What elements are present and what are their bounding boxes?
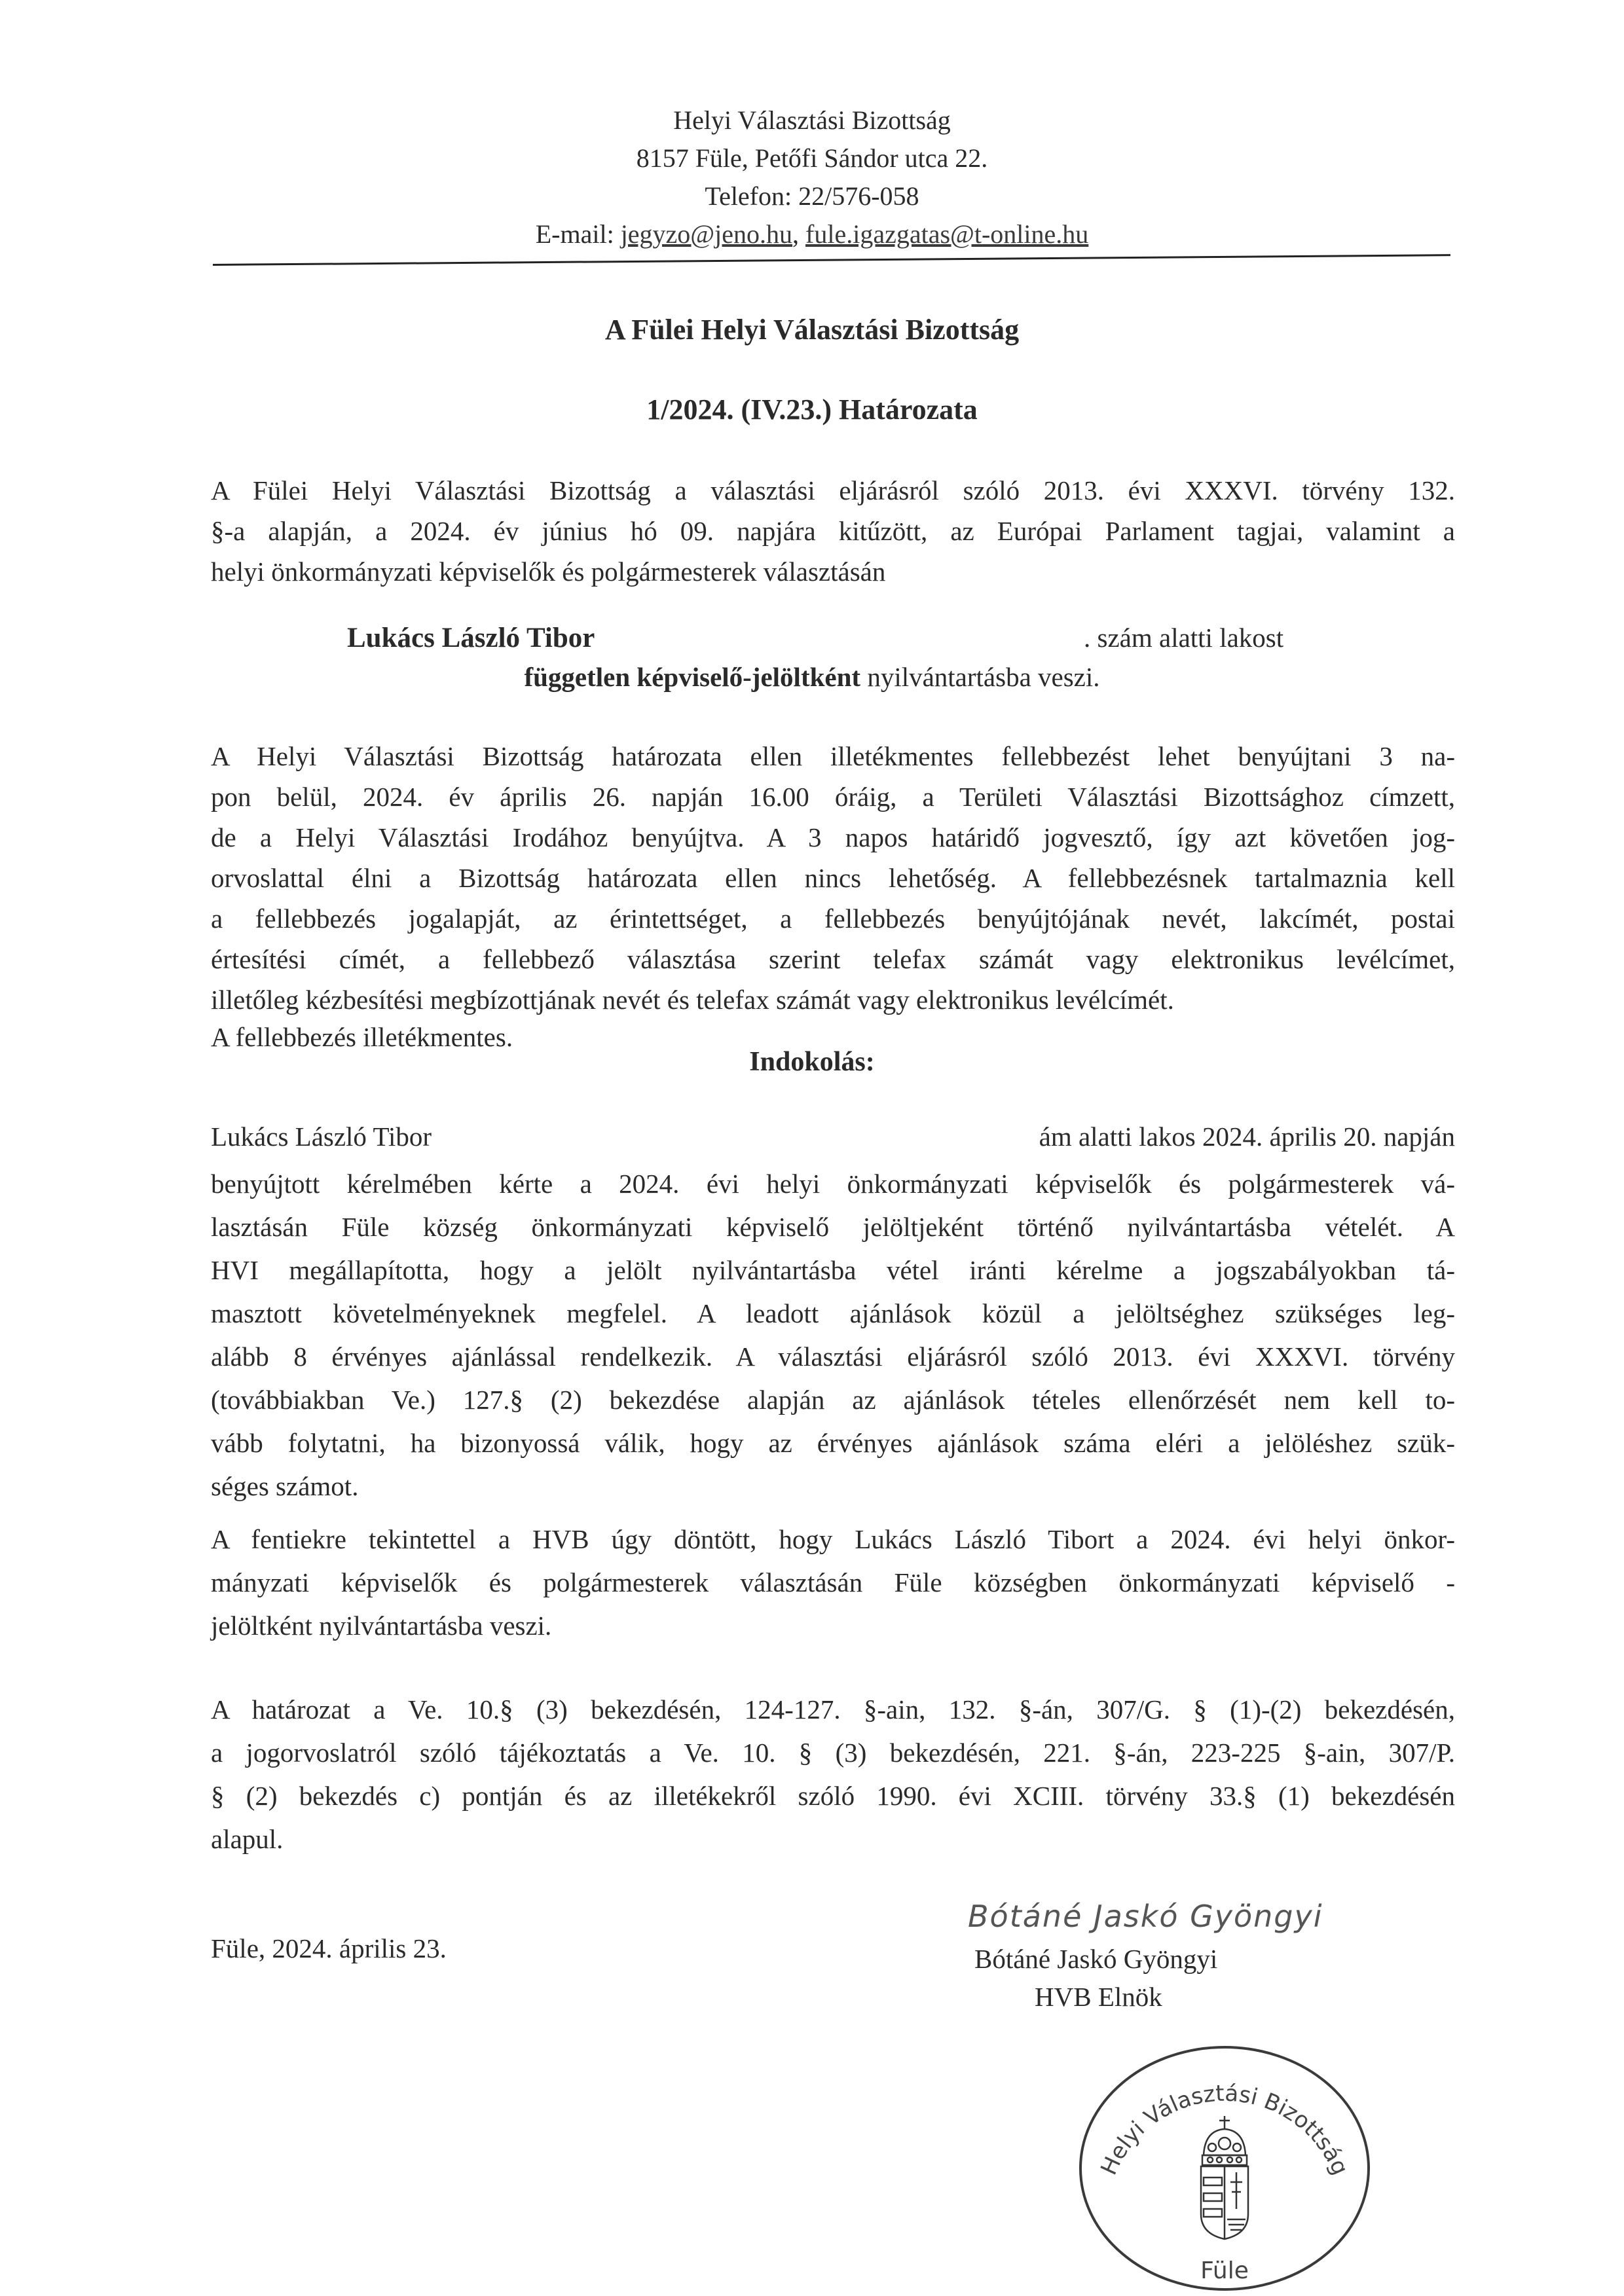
signer-name: Bótáné Jaskó Gyöngyi: [974, 1944, 1218, 1974]
appeal-line: orvoslattal élni a Bizottság határozata ellen nincs lehetőség. A fellebbezésnek tartalmaznia kell: [211, 863, 1455, 893]
reasoning-line: alább 8 érvényes ajánlással rendelkezik. A választási eljárásról szóló 2013. évi XXXVI. törvény: [211, 1341, 1455, 1372]
reasoning-line: masztott követelményeknek megfelel. A leadott ajánlások közül a jelöltséghez szükséges leg-: [211, 1298, 1455, 1328]
signer-title: HVB Elnök: [1035, 1982, 1162, 2012]
appeal-line: de a Helyi Választási Irodához benyújtva. A 3 napos határidő jogvesztő, így azt követően jog-: [211, 822, 1455, 852]
email-link-fule-igazgatas[interactable]: fule.igazgatas@t-online.hu: [805, 219, 1089, 249]
decision-statement: [0, 661, 1624, 693]
reasoning-line: vább folytatni, ha bizonyossá válik, hogy az érvényes ajánlások száma eléri a jelöléshez szük-: [211, 1428, 1455, 1458]
appeal-line: a fellebbezés jogalapját, az érintettséget, a fellebbezés benyújtójának nevét, lakcímét, postai: [211, 903, 1455, 934]
candidate-name: Lukács László Tibor: [347, 623, 595, 653]
coat-of-arms-icon: [1201, 2116, 1248, 2239]
place-and-date: Füle, 2024. április 23.: [211, 1933, 447, 1963]
reasoning-line: séges számot.: [211, 1471, 359, 1501]
reasoning-first-line-suffix: ám alatti lakos 2024. április 20. napján: [1039, 1121, 1455, 1152]
conclusion-paragraph: [211, 1518, 1455, 1647]
stamp-ring-text: Helyi Választási Bizottság: [1096, 2080, 1354, 2179]
appeal-line: illetőleg kézbesítési megbízottjának nevét és telefax számát vagy elektronikus levélcímét.: [211, 985, 1174, 1015]
letterhead-address: 8157 Füle, Petőfi Sándor utca 22.: [636, 143, 988, 173]
appeal-line: pon belül, 2024. év április 26. napján 16.00 óráig, a Területi Választási Bizottsághoz címzett,: [211, 782, 1455, 812]
email-link-jegyzo[interactable]: jegyzo@jeno.hu: [620, 219, 793, 249]
intro-line: §-a alapján, a 2024. év június hó 09. napjára kitűzött, az Európai Parlament tagjai, valamint a: [211, 516, 1455, 546]
header-divider: [213, 254, 1450, 266]
appeal-line: értesítési címét, a fellebbező választása szerint telefax számát vagy elektronikus levélcímet,: [211, 944, 1455, 974]
reasoning-heading: Indokolás:: [749, 1047, 875, 1077]
reasoning-line: HVI megállapította, hogy a jelölt nyilvántartásba vétel iránti kérelme a jogszabályokban tá-: [211, 1255, 1455, 1285]
legal-basis-line: § (2) bekezdés c) pontján és az illetékekről szóló 1990. évi XCIII. törvény 33.§ (1) bekezdésén: [211, 1781, 1455, 1811]
appeal-line: A fellebbezés illetékmentes.: [211, 1022, 513, 1052]
appeal-line: A Helyi Választási Bizottság határozata ellen illetékmentes fellebbezést lehet benyújtani 3 na-: [211, 741, 1455, 771]
resolution-number: 1/2024. (IV.23.) Határozata: [646, 393, 978, 426]
letterhead-phone: Telefon: 22/576-058: [705, 181, 919, 211]
legal-basis-line: A határozat a Ve. 10.§ (3) bekezdésén, 124-127. §-ain, 132. §-án, 307/G. § (1)-(2) bekezdésén,: [211, 1694, 1455, 1724]
letterhead-email: [0, 219, 1624, 250]
intro-paragraph: [211, 470, 1455, 592]
appeal-paragraph: [211, 736, 1455, 1054]
reasoning-name: Lukács László Tibor: [211, 1121, 432, 1152]
intro-line: A Fülei Helyi Választási Bizottság a választási eljárásról szóló 2013. évi XXXVI. törvény 132.: [211, 475, 1455, 505]
decision-bold: független képviselő-jelöltként: [524, 662, 861, 692]
official-stamp: [1074, 2037, 1375, 2293]
email-separator: ,: [792, 219, 806, 249]
email-label: E-mail:: [535, 219, 621, 249]
document-title: A Fülei Helyi Választási Bizottság: [604, 314, 1020, 346]
candidate-address-suffix: . szám alatti lakost: [1084, 623, 1284, 653]
handwritten-signature: Bótáné Jaskó Gyöngyi: [968, 1899, 1323, 1934]
intro-line: helyi önkormányzati képviselők és polgármesterek választásán: [211, 556, 886, 587]
reasoning-line: (továbbiakban Ve.) 127.§ (2) bekezdése alapján az ajánlások tételes ellenőrzését nem kell to-: [211, 1385, 1455, 1415]
conclusion-line: jelöltként nyilvántartásba veszi.: [211, 1611, 552, 1641]
reasoning-paragraph: [211, 1162, 1455, 1508]
legal-basis-line: a jogorvoslatról szóló tájékoztatás a Ve. 10. § (3) bekezdésén, 221. §-án, 223-225 §-ain, 307/P.: [211, 1738, 1455, 1768]
legal-basis-paragraph: [211, 1688, 1455, 1861]
legal-basis-line: alapul.: [211, 1824, 284, 1854]
conclusion-line: mányzati képviselők és polgármesterek választásán Füle községben önkormányzati képviselő -: [211, 1567, 1455, 1597]
reasoning-line: benyújtott kérelmében kérte a 2024. évi helyi önkormányzati képviselők és polgármesterek vá-: [211, 1169, 1455, 1199]
decision-rest: nyilvántartásba veszi.: [860, 662, 1100, 692]
conclusion-line: A fentiekre tekintettel a HVB úgy döntött, hogy Lukács László Tibort a 2024. évi helyi önkor-: [211, 1524, 1455, 1554]
stamp-bottom-text: Füle: [1200, 2257, 1249, 2284]
reasoning-line: lasztásán Füle község önkormányzati képviselő jelöltjeként történő nyilvántartásba vételét. A: [211, 1212, 1455, 1242]
letterhead-org: Helyi Választási Bizottság: [673, 105, 951, 135]
